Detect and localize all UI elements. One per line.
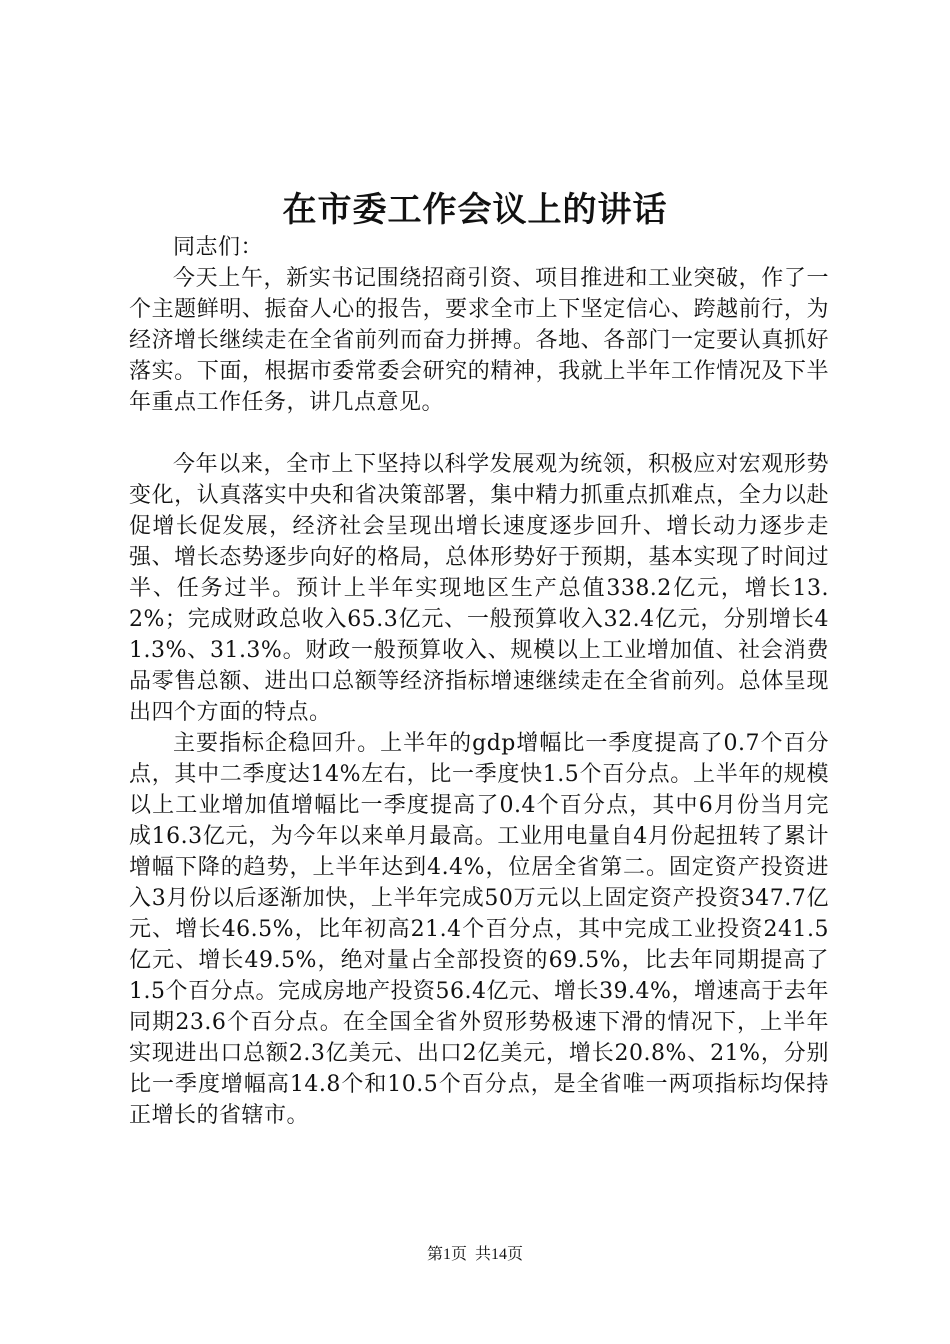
salutation: 同志们： — [173, 235, 264, 260]
document-title: 在市委工作会议上的讲话 — [282, 190, 668, 230]
paragraph-intro: 今天上午，新实书记围绕招商引资、项目推进和工业突破，作了一个主题鲜明、振奋人心的报告，要求全市上下坚定信心、跨越前行，为经济增长继续走在全省前列而奋力拼搏。各地、各部门一定要认真抓好落实。下面，根据市委常委会研究的精神，我就上半年工作情况及下半年重点工作任务，讲几点意见。 — [129, 266, 829, 415]
paragraph-indicators: 主要指标企稳回升。上半年的gdp增幅比一季度提高了0.7个百分点，其中二季度达14%左右，比一季度快1.5个百分点。上半年的规模以上工业增加值增幅比一季度提高了0.4个百分点，其中6月份当月完成16.3亿元，为今年以来单月最高。工业用电量自4月份起扭转了累计增幅下降的趋势，上半年达到4.4%，位居全省第二。固定资产投资进入3月份以后逐渐加快，上半年完成50万元以上固定资产投资347.7亿元、增长46.5%，比年初高21.4个百分点，其中完成工业投资241.5亿元、增长49.5%，绝对量占全部投资的69.5%，比去年同期提高了1.5个百分点。完成房地产投资56.4亿元、增长39.4%，增速高于去年同期23.6个百分点。在全国全省外贸形势极速下滑的情况下，上半年实现进出口总额2.3亿美元、出口2亿美元，增长20.8%、21%，分别比一季度增幅高14.8个和10.5个百分点，是全省唯一两项指标均保持正增长的省辖市。 — [129, 731, 829, 1128]
page-footer — [0, 1243, 950, 1267]
paragraph-gap — [129, 418, 829, 449]
paragraph-overview: 今年以来，全市上下坚持以科学发展观为统领，积极应对宏观形势变化，认真落实中央和省决策部署，集中精力抓重点抓难点，全力以赴促增长促发展，经济社会呈现出增长速度逐步回升、增长动力逐步走强、增长态势逐步向好的格局，总体形势好于预期，基本实现了时间过半、任务过半。预计上半年实现地区生产总值338.2亿元，增长13.2%；完成财政总收入65.3亿元、一般预算收入32.4亿元，分别增长41.3%、31.3%。财政一般预算收入、规模以上工业增加值、社会消费品零售总额、进出口总额等经济指标增速继续走在全省前列。总体呈现出四个方面的特点。 — [129, 452, 829, 725]
page-number: 第1页 — [426, 1246, 467, 1263]
page-total: 共14页 — [475, 1246, 524, 1263]
document-body — [129, 232, 829, 1131]
